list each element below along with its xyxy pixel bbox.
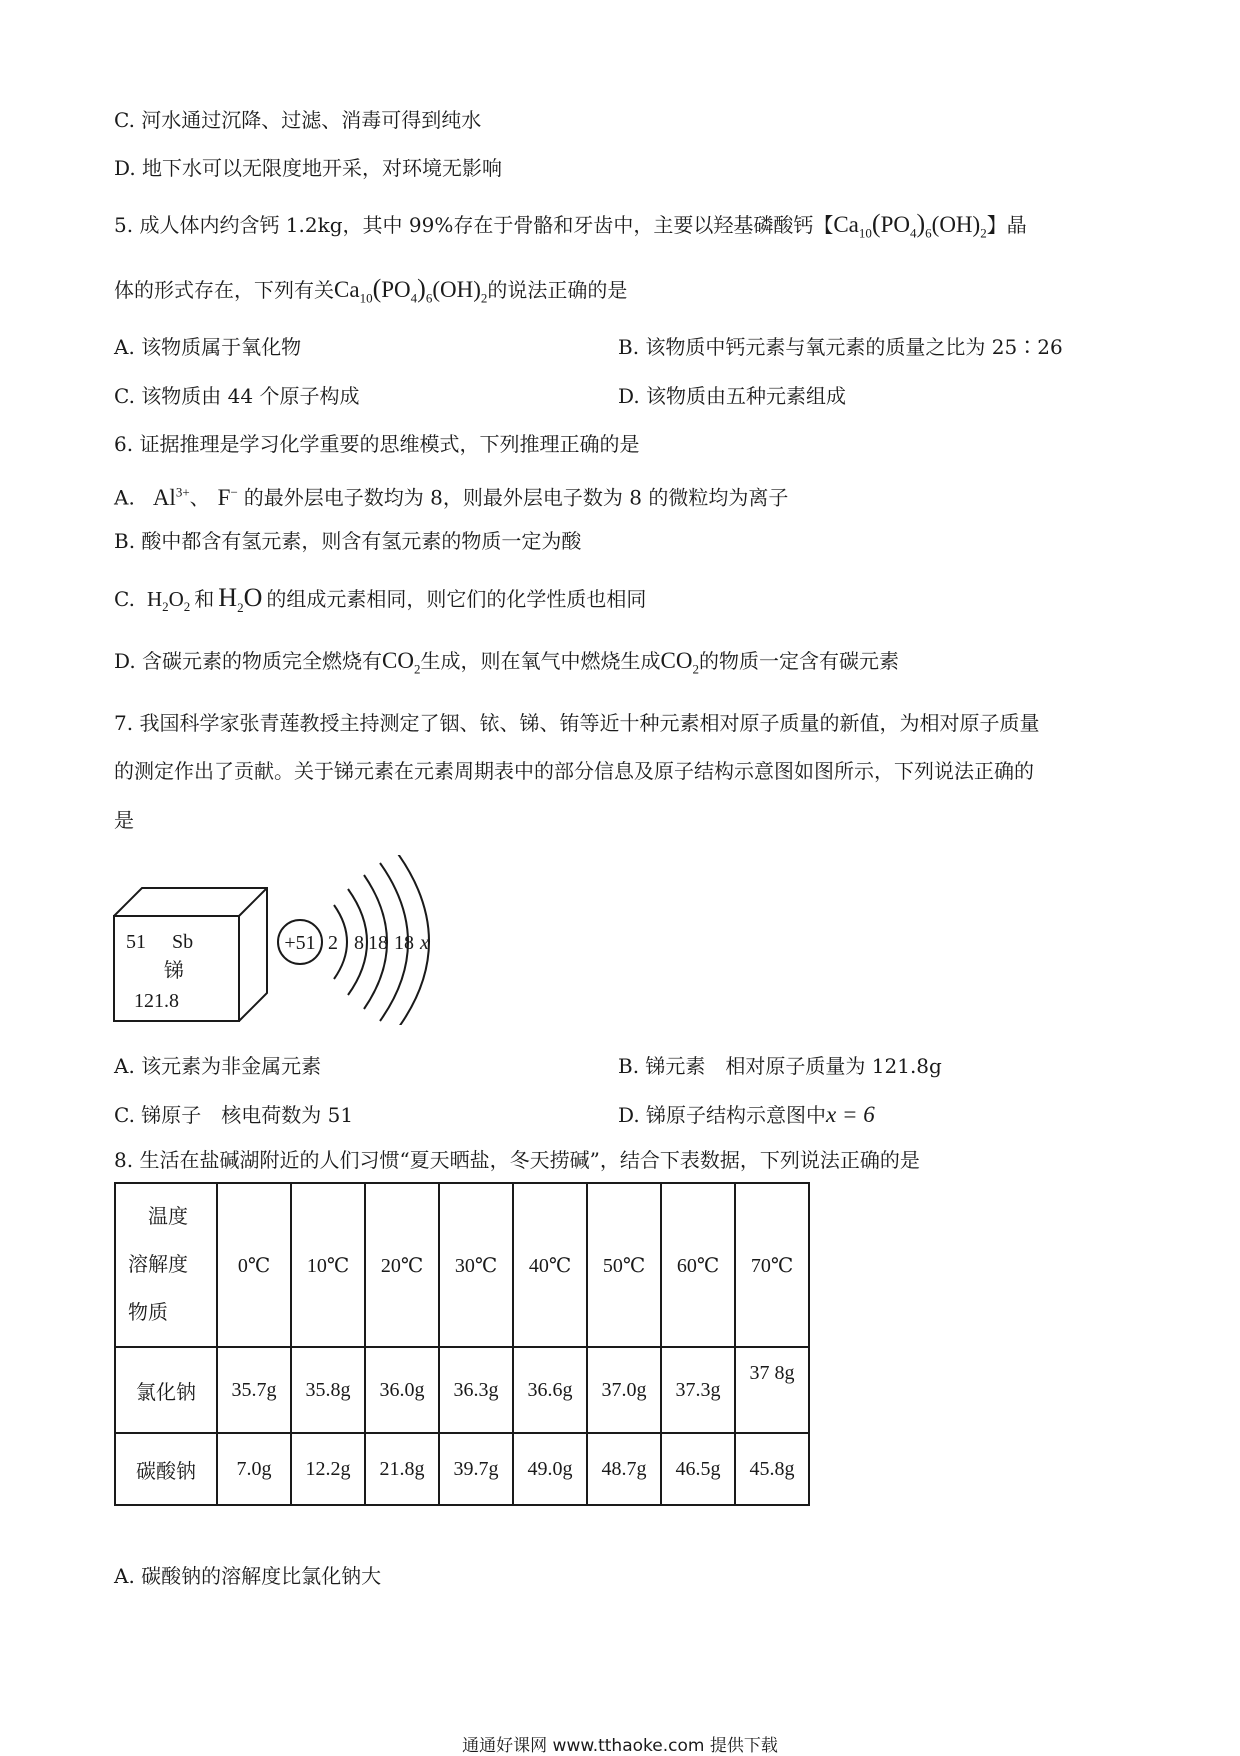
table-cell: 45.8g (735, 1433, 809, 1505)
q7-option-c: C. 锑原子 核电荷数为 51 (114, 1103, 354, 1127)
q6-option-b: B. 酸中都含有氢元素，则含有氢元素的物质一定为酸 (114, 529, 582, 553)
page-footer: 通通好课网 www.tthaoke.com 提供下载 (462, 1736, 778, 1756)
q6-option-a: A. $Al^{3+}$、 F− 的最外层电子数均为 8，则最外层电子数为 8 的微粒均为离子 (114, 484, 789, 510)
row-label: 碳酸钠 (115, 1433, 217, 1505)
q5-stem: 5. 成人体内约含钙 1.2kg，其中 99%存在于骨骼和牙齿中，主要以羟基磷酸钙【$Ca_{10}(PO_4)_6(OH)_2$】晶 (114, 209, 1027, 241)
table-temp-header: 60℃ (661, 1183, 735, 1347)
q6-option-c: C. $H_2O_2$ 和 $H_2O$ 的组成元素相同，则它们的化学性质也相同 (114, 583, 647, 616)
table-cell: 12.2g (291, 1433, 365, 1505)
table-temp-header: 30℃ (439, 1183, 513, 1347)
header-temperature: 温度 (148, 1206, 188, 1228)
antimony-figure (112, 855, 492, 1025)
table-temp-header: 40℃ (513, 1183, 587, 1347)
formula-hydroxyapatite: $Ca_{10}(PO_4)_6(OH)_2$ (334, 274, 488, 306)
table-cell: 37.0g (587, 1347, 661, 1433)
shell-count: x (420, 932, 429, 954)
table-cell: 36.3g (439, 1347, 513, 1433)
element-mass: 121.8 (134, 990, 179, 1012)
element-symbol: Sb (172, 931, 194, 953)
shell-count: 8 (354, 932, 364, 954)
table-cell: 37.3g (661, 1347, 735, 1433)
nucleus-charge: +51 (284, 932, 316, 954)
q7-option-b: B. 锑元素 相对原子质量为 121.8g (618, 1054, 942, 1078)
q8-stem: 8. 生活在盐碱湖附近的人们习惯“夏天晒盐，冬天捞碱”，结合下表数据，下列说法正确的是 (114, 1148, 920, 1172)
formula-h2o2: $H_2O_2$ (146, 587, 191, 615)
table-temp-header: 50℃ (587, 1183, 661, 1347)
formula-al-ion: $Al^{3+}$ (152, 484, 190, 510)
q5-option-b: B. 该物质中钙元素与氧元素的质量之比为 25∶26 (618, 335, 1063, 359)
formula-f-ion: F− (217, 484, 238, 510)
table-row (115, 1433, 809, 1505)
table-temp-header: 10℃ (291, 1183, 365, 1347)
header-substance: 物质 (128, 1302, 168, 1324)
formula-co2: $CO_2$ (382, 648, 421, 677)
q5-option-c: C. 该物质由 44 个原子构成 (114, 384, 360, 408)
table-corner-header (115, 1183, 217, 1347)
table-temp-header: 20℃ (365, 1183, 439, 1347)
table-temp-header: 70℃ (735, 1183, 809, 1347)
formula-co2: $CO_2$ (660, 648, 699, 677)
q4-option-d: D. 地下水可以无限度地开采，对环境无影响 (114, 156, 503, 180)
row-label: 氯化钠 (115, 1347, 217, 1433)
table-cell: 37 8g (735, 1347, 809, 1433)
q5-stem-cont: 体的形式存在，下列有关$Ca_{10}(PO_4)_6(OH)_2$的说法正确的是 (114, 274, 628, 306)
q8-option-a: A. 碳酸钠的溶解度比氯化钠大 (114, 1564, 382, 1588)
table-row (115, 1347, 809, 1433)
q5-option-d: D. 该物质由五种元素组成 (618, 384, 847, 408)
shell-count: 18 (368, 932, 388, 954)
shell-count: 18 (394, 932, 414, 954)
shell-count: 2 (328, 932, 338, 954)
formula-hydroxyapatite: $Ca_{10}(PO_4)_6(OH)_2$ (833, 209, 987, 241)
q7-option-d: D. 锑原子结构示意图中x = 6 (618, 1102, 875, 1127)
table-cell: 35.7g (217, 1347, 291, 1433)
table-cell: 36.0g (365, 1347, 439, 1433)
table-cell: 48.7g (587, 1433, 661, 1505)
element-name: 锑 (164, 958, 184, 982)
table-cell: 21.8g (365, 1433, 439, 1505)
table-cell: 46.5g (661, 1433, 735, 1505)
table-cell: 35.8g (291, 1347, 365, 1433)
q7-stem-line2: 的测定作出了贡献。关于锑元素在元素周期表中的部分信息及原子结构示意图如图所示，下列说法正确的 (114, 759, 1034, 783)
table-cell: 39.7g (439, 1433, 513, 1505)
table-cell: 7.0g (217, 1433, 291, 1505)
q7-stem-line1: 7. 我国科学家张青莲教授主持测定了铟、铱、锑、铕等近十种元素相对原子质量的新值，为相对原子质量 (114, 711, 1040, 735)
solubility-table (114, 1182, 810, 1506)
q6-option-d: D. 含碳元素的物质完全燃烧有$CO_2$生成，则在氧气中燃烧生成$CO_2$的物质一定含有碳元素 (114, 648, 899, 677)
atom-diagram (278, 855, 429, 1025)
formula-h2o: $H_2O$ (218, 583, 263, 616)
header-solubility: 溶解度 (128, 1254, 188, 1276)
q4-option-c: C. 河水通过沉降、过滤、消毒可得到纯水 (114, 108, 482, 132)
table-cell: 36.6g (513, 1347, 587, 1433)
table-cell: 49.0g (513, 1433, 587, 1505)
q7-stem-line3: 是 (114, 808, 134, 832)
element-number: 51 (126, 931, 146, 953)
q6-stem: 6. 证据推理是学习化学重要的思维模式，下列推理正确的是 (114, 432, 640, 456)
table-header-row (115, 1183, 809, 1347)
q5-option-a: A. 该物质属于氧化物 (114, 335, 302, 359)
table-temp-header: 0℃ (217, 1183, 291, 1347)
formula-x-equals: x = 6 (826, 1102, 875, 1127)
q7-option-a: A. 该元素为非金属元素 (114, 1054, 322, 1078)
